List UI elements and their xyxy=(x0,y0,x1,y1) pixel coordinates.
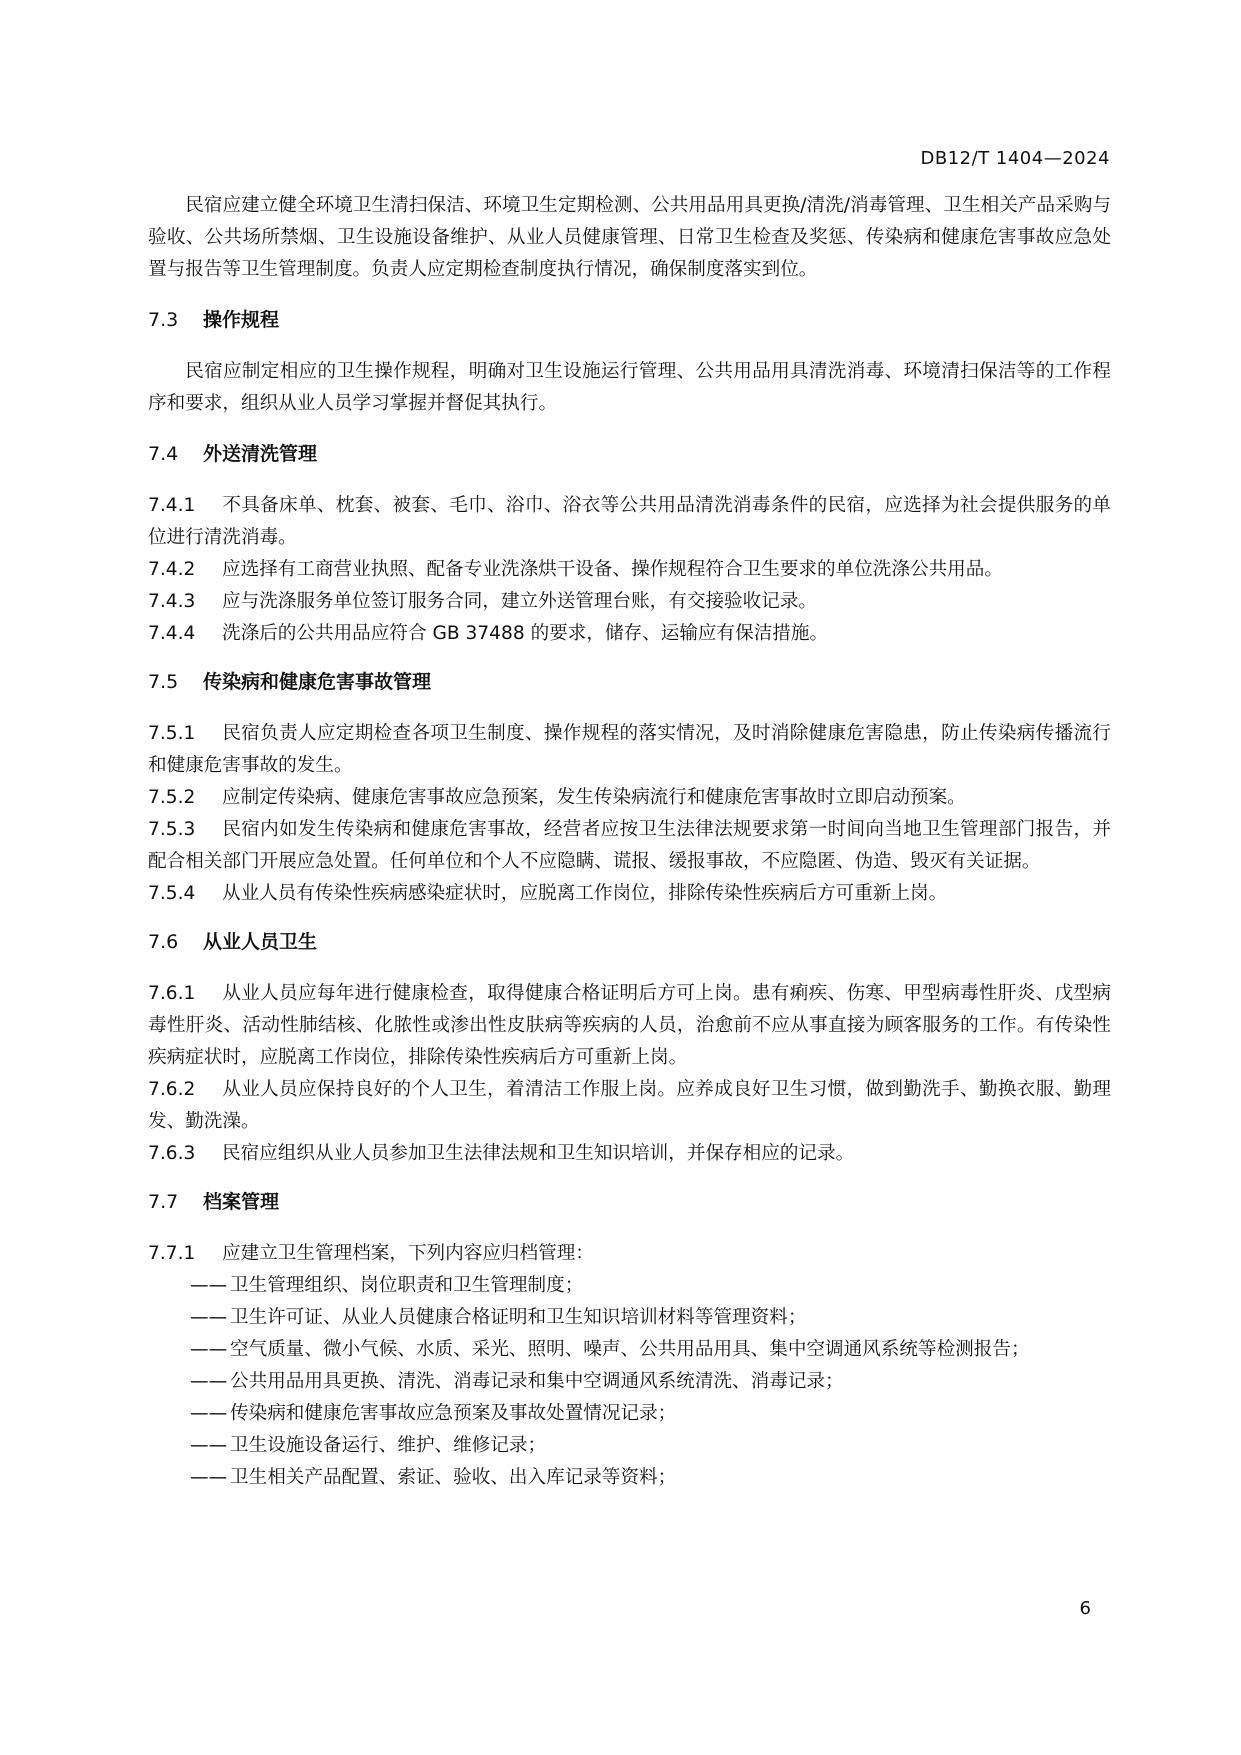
dash-marker: —— xyxy=(190,1435,228,1456)
list-item-text: 卫生管理组织、岗位职责和卫生管理制度； xyxy=(230,1275,584,1296)
section-heading-7-5 xyxy=(148,666,1111,698)
section-title: 外送清洗管理 xyxy=(203,443,318,465)
section-title: 传染病和健康危害事故管理 xyxy=(203,671,432,693)
dash-marker: —— xyxy=(190,1307,228,1328)
clause-number: 7.6.1 xyxy=(148,983,196,1004)
list-item-text: 传染病和健康危害事故应急预案及事故处置情况记录； xyxy=(230,1403,677,1424)
clause-7-7-1 xyxy=(148,1238,1111,1270)
list-item xyxy=(190,1270,1111,1302)
clause-number: 7.6.3 xyxy=(148,1143,196,1164)
list-item-text: 卫生设施设备运行、维护、维修记录； xyxy=(230,1435,547,1456)
list-item-text: 卫生许可证、从业人员健康合格证明和卫生知识培训材料等管理资料； xyxy=(230,1307,807,1328)
clause-text: 民宿应组织从业人员参加卫生法律法规和卫生知识培训，并保存相应的记录。 xyxy=(222,1143,855,1164)
clause-text: 从业人员应每年进行健康检查，取得健康合格证明后方可上岗。患有痢疾、伤寒、甲型病毒性肝炎、戊型病毒性肝炎、活动性肺结核、化脓性或渗出性皮肤病等疾病的人员，治愈前不应从事直接为顾客服务的工作。有传染性疾病症状时，应脱离工作岗位，排除传染性疾病后方可重新上岗。 xyxy=(148,983,1111,1068)
list-item-text: 卫生相关产品配置、索证、验收、出入库记录等资料； xyxy=(230,1467,677,1488)
clause-group-7-4 xyxy=(148,490,1111,650)
list-item xyxy=(190,1398,1111,1430)
list-item-text: 空气质量、微小气候、水质、采光、照明、噪声、公共用品用具、集中空调通风系统等检测报告； xyxy=(230,1339,1030,1360)
document-code: DB12/T 1404—2024 xyxy=(920,148,1110,169)
clause-group-7-6 xyxy=(148,978,1111,1170)
clause-text: 应制定传染病、健康危害事故应急预案，发生传染病流行和健康危害事故时立即启动预案。 xyxy=(222,787,966,808)
section-title: 操作规程 xyxy=(203,309,280,331)
clause-7-4-3 xyxy=(148,586,1111,618)
clause-number: 7.6.2 xyxy=(148,1079,196,1100)
list-item xyxy=(190,1430,1111,1462)
clause-7-5-3 xyxy=(148,814,1111,878)
clause-7-4-2 xyxy=(148,554,1111,586)
section-number: 7.7 xyxy=(148,1191,179,1213)
clause-number: 7.4.2 xyxy=(148,559,196,580)
section-title: 档案管理 xyxy=(203,1191,280,1213)
clause-7-4-1 xyxy=(148,490,1111,554)
section-number: 7.3 xyxy=(148,309,179,331)
section-heading-7-6 xyxy=(148,926,1111,958)
clause-text: 民宿负责人应定期检查各项卫生制度、操作规程的落实情况，及时消除健康危害隐患，防止传染病传播流行和健康危害事故的发生。 xyxy=(148,723,1111,776)
intro-paragraph: 民宿应建立健全环境卫生清扫保洁、环境卫生定期检测、公共用品用具更换/清洗/消毒管理、卫生相关产品采购与验收、公共场所禁烟、卫生设施设备维护、从业人员健康管理、日常卫生检查及奖惩、传染病和健康危害事故应急处置与报告等卫生管理制度。负责人应定期检查制度执行情况，确保制度落实到位。 xyxy=(148,195,1112,280)
list-item xyxy=(190,1462,1111,1494)
clause-7-4-4 xyxy=(148,618,1111,650)
section-number: 7.4 xyxy=(148,443,179,465)
section-heading-7-3 xyxy=(148,304,1111,336)
clause-number: 7.5.2 xyxy=(148,787,196,808)
dash-marker: —— xyxy=(190,1275,228,1296)
clause-number: 7.4.3 xyxy=(148,591,196,612)
clause-number: 7.7.1 xyxy=(148,1243,196,1264)
clause-number: 7.4.1 xyxy=(148,495,196,516)
clause-text: 应选择有工商营业执照、配备专业洗涤烘干设备、操作规程符合卫生要求的单位洗涤公共用品。 xyxy=(222,559,1003,580)
section-heading-7-7 xyxy=(148,1186,1111,1218)
clause-number: 7.4.4 xyxy=(148,623,196,644)
section-number: 7.5 xyxy=(148,671,179,693)
clause-7-6-1 xyxy=(148,978,1111,1074)
list-item xyxy=(190,1366,1111,1398)
dash-marker: —— xyxy=(190,1339,228,1360)
clause-number: 7.5.1 xyxy=(148,723,196,744)
section-number: 7.6 xyxy=(148,931,179,953)
dash-marker: —— xyxy=(190,1467,228,1488)
clause-text: 民宿内如发生传染病和健康危害事故，经营者应按卫生法律法规要求第一时间向当地卫生管理部门报告，并配合相关部门开展应急处置。任何单位和个人不应隐瞒、谎报、缓报事故，不应隐匿、伪造、毁灭有关证据。 xyxy=(148,819,1111,872)
clause-number: 7.5.3 xyxy=(148,819,196,840)
clause-text: 应与洗涤服务单位签订服务合同，建立外送管理台账，有交接验收记录。 xyxy=(222,591,818,612)
clause-text: 从业人员应保持良好的个人卫生，着清洁工作服上岗。应养成良好卫生习惯，做到勤洗手、勤换衣服、勤理发、勤洗澡。 xyxy=(148,1079,1111,1132)
clause-text: 应建立卫生管理档案，下列内容应归档管理： xyxy=(222,1243,594,1264)
clause-7-6-2 xyxy=(148,1074,1111,1138)
list-item-text: 公共用品用具更换、清洗、消毒记录和集中空调通风系统清洗、消毒记录； xyxy=(230,1371,844,1392)
clause-7-6-3 xyxy=(148,1138,1111,1170)
clause-text: 洗涤后的公共用品应符合 GB 37488 的要求，储存、运输应有保洁措施。 xyxy=(222,623,829,644)
clause-text: 不具备床单、枕套、被套、毛巾、浴巾、浴衣等公共用品清洗消毒条件的民宿，应选择为社会提供服务的单位进行清洗消毒。 xyxy=(148,495,1111,548)
section-paragraph-7-3: 民宿应制定相应的卫生操作规程，明确对卫生设施运行管理、公共用品用具清洗消毒、环境清扫保洁等的工作程序和要求，组织从业人员学习掌握并督促其执行。 xyxy=(148,361,1111,414)
list-item xyxy=(190,1302,1111,1334)
archive-item-list xyxy=(190,1270,1111,1494)
clause-7-5-4 xyxy=(148,878,1111,910)
dash-marker: —— xyxy=(190,1371,228,1392)
clause-text: 从业人员有传染性疾病感染症状时，应脱离工作岗位，排除传染性疾病后方可重新上岗。 xyxy=(222,883,948,904)
section-heading-7-4 xyxy=(148,438,1111,470)
clause-group-7-5 xyxy=(148,718,1111,910)
clause-7-5-2 xyxy=(148,782,1111,814)
section-title: 从业人员卫生 xyxy=(203,931,318,953)
dash-marker: —— xyxy=(190,1403,228,1424)
page-number: 6 xyxy=(1079,1598,1091,1619)
list-item xyxy=(190,1334,1111,1366)
clause-7-5-1 xyxy=(148,718,1111,782)
clause-number: 7.5.4 xyxy=(148,883,196,904)
document-body xyxy=(148,190,1111,1494)
